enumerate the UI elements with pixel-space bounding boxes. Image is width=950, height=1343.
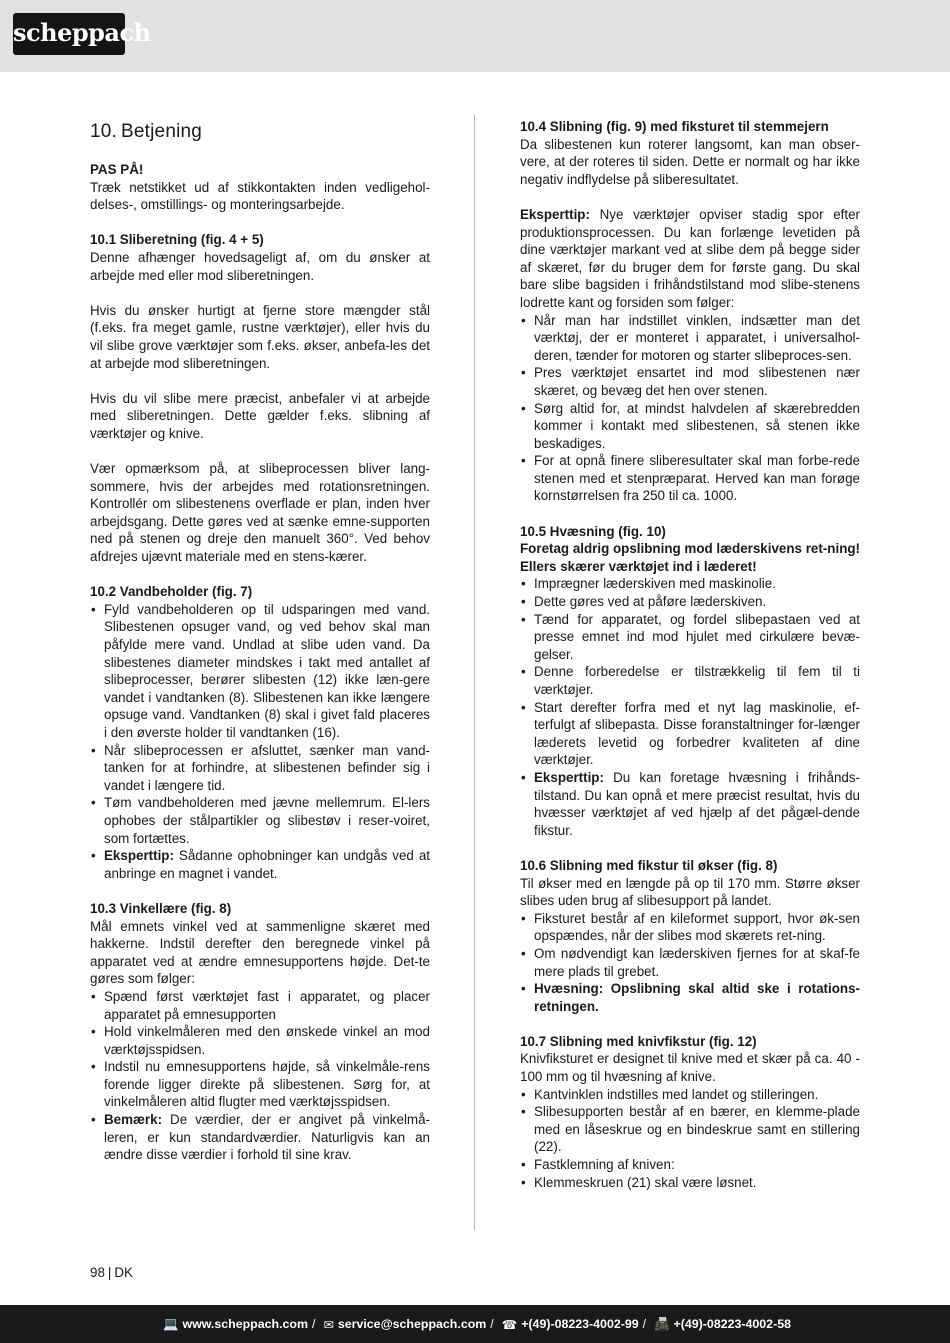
list-item: • Denne forberedelse er tilstrækkelig til fem til ti værktøjer. (520, 663, 860, 698)
tip-text: Du kan foretage hvæsning i frihånds-tilstand. Du kan opnå et mere præcist resultat, hvis du hvæsser værktøjet af ved hjælp af det pågæl-dende fikstur. (534, 769, 860, 838)
list-item (90, 1111, 430, 1164)
paragraph: Hvis du vil slibe mere præcist, anbefaler vi at arbejde med sliberetningen. Dette gælder f.eks. slibning af værktøjer og knive. (90, 390, 430, 441)
list-item: • Hold vinkelmåleren med den ønskede vinkel an mod værktøjsspidsen. (90, 1023, 430, 1058)
footer-separator: / (642, 1317, 647, 1331)
warning-title: PAS PÅ! (90, 162, 144, 177)
footer-separator: / (312, 1317, 316, 1331)
list-item: • Imprægner læderskiven med maskinolie. (520, 575, 860, 593)
bullet-list (520, 312, 860, 506)
section-number: 10. (90, 121, 118, 142)
bullet-list (90, 601, 430, 883)
fax-icon: 📠 (654, 1316, 670, 1331)
bold-item: Hvæsning: Opslibning skal altid ske i rotations-retningen. (534, 981, 860, 1014)
note-text: De værdier, der er angivet på vinkelmå-leren, er kun standardværdier. Naturligvis kan an ændre disse værdier i forhold til sine krav. (104, 1112, 430, 1163)
tip-text: Sådanne ophobninger kan undgås ved at anbringe en magnet i vandet. (104, 848, 430, 881)
bullet-list (520, 1086, 860, 1192)
paragraph: Hvis du ønsker hurtigt at fjerne store mængder stål (f.eks. fra meget gamle, rustne værktøjer), eller hvis du vil slibe grove værktøjer som f.eks. økser, anbefa-les det at arbejde mod sliberetningen. (90, 302, 430, 371)
page-number-value: 98 (90, 1265, 105, 1280)
tip-label: Eksperttip: (534, 769, 604, 785)
heading-10-2: 10.2 Vandbeholder (fig. 7) (90, 584, 253, 600)
list-item: • Kantvinklen indstilles med landet og stilleringen. (520, 1086, 860, 1104)
footer-band (0, 1305, 950, 1343)
email-icon: ✉ (323, 1317, 334, 1332)
tip-label: Eksperttip: (520, 206, 590, 222)
list-item: • Fyld vandbeholderen op til udsparingen med vand. Slibestenen opsuger vand, og ved behov skal man påfylde mere vand. Undlad at slibe uden vand. Da slibestenes diameter mindskes i takt med antallet af slibeprocesser, berører slibesten (12) ikke læn-gere vandet i vandtanken (8). Slibestenen kan ikke længere opsuge vand. Vandtanken (8) skal i givet fald placeres i den øverste holder til vandtanken (16). (90, 601, 430, 742)
tip-label: Eksperttip: (104, 848, 174, 864)
paragraph: Da slibestenen kun roterer langsomt, kan man obser-vere, at der roteres til siden. Dette er normalt og har ikke negativ indflydelse på sliberesultatet. (520, 136, 860, 187)
bullet-list (520, 910, 860, 1016)
page-number (90, 1265, 133, 1280)
list-item: • For at opnå finere sliberesultater skal man forbe-rede stenen med et stenpræparat. Herved kan man forøge kornstørrelsen fra 250 til ca. 1000. (520, 452, 860, 505)
list-item: • Sørg altid for, at mindst halvdelen af skærebredden kommer i kontakt med slibestenen, så stenen ikke beskadiges. (520, 400, 860, 453)
footer-phone: +(49)-08223-4002-99 (521, 1317, 639, 1331)
list-item: • Slibesupporten består af en bærer, en klemme-plade med en låseskrue og en bindeskrue samt en stillering (22). (520, 1103, 860, 1156)
scheppach-logo: scheppach (13, 13, 125, 55)
right-column (520, 118, 860, 1191)
paragraph: Knivfiksturet er designet til knive med et skær på ca. 40 - 100 mm og til hvæsning af knive. (520, 1051, 860, 1085)
paragraph: Til økser med en længde på op til 170 mm. Større økser slibes uden brug af slibesupport på landet. (520, 875, 860, 909)
paragraph (520, 206, 860, 312)
list-item: • Pres værktøjet ensartet ind mod slibestenen nær skæret, og bevæg det hen over stenen. (520, 364, 860, 399)
heading-10-7: 10.7 Slibning med knivfikstur (fig. 12) (520, 1033, 757, 1049)
note-label: Bemærk: (104, 1112, 163, 1128)
list-item: • Fastklemning af kniven: (520, 1156, 860, 1174)
bullet-list (520, 575, 860, 839)
footer-fax: +(49)-08223-4002-58 (673, 1317, 791, 1331)
list-item: • Tænd for apparatet, og fordel slibepastaen ved at presse emnet ind mod hjulet med cirkulære bevæ-gelser. (520, 611, 860, 664)
column-divider (474, 115, 475, 1230)
warning-bold: Foretag aldrig opslibning mod læderskivens ret-ning! Ellers skærer værktøjet ind i læderet! (520, 541, 861, 574)
list-item: • Spænd først værktøjet fast i apparatet, og placer apparatet på emnesupporten (90, 988, 430, 1023)
section-title (90, 121, 430, 143)
list-item: • Fiksturet består af en kileformet support, hvor øk-sen opspændes, når der slibes mod skærets ret-ning. (520, 910, 860, 945)
list-item: • Klemmeskruen (21) skal være løsnet. (520, 1174, 860, 1192)
heading-10-1: 10.1 Sliberetning (fig. 4 + 5) (90, 232, 264, 248)
list-item: • Tøm vandbeholderen med jævne mellemrum. El-lers ophobes der stålpartikler og slibestøv i reser-voiret, som fortættes. (90, 794, 430, 847)
heading-10-6: 10.6 Slibning med fikstur til økser (fig. 8) (520, 857, 778, 873)
left-column (90, 118, 430, 1164)
heading-10-5: 10.5 Hvæsning (fig. 10) (520, 523, 666, 539)
paragraph: Mål emnets vinkel ved at sammenligne skæret med hakkerne. Indstil derefter den beregnede vinkel på apparatet ved at ændre emnesupportens højde. Det-te gøres som følger: (90, 918, 430, 987)
footer-email[interactable]: service@scheppach.com (337, 1317, 487, 1331)
list-item: • Dette gøres ved at påføre læderskiven. (520, 593, 860, 611)
list-item: • Indstil nu emnesupportens højde, så vinkelmåle-rens forende ligger direkte på slibestenen. Sørg for, at vinkelmåleren altid flugter med værktøjsspidsen. (90, 1058, 430, 1111)
warning-text (520, 540, 860, 575)
header-band (0, 0, 950, 72)
warning-text: Træk netstikket ud af stikkontakten inden vedligehol-delses-, omstillings- og monteringsarbejde. (90, 179, 430, 213)
list-item: • Start derefter forfra med et nyt lag maskinolie, ef-terfulgt af slibepasta. Disse foranstaltninger for-længer læderets levetid og forbedrer kvaliteten af dine værktøjer. (520, 699, 860, 769)
page-separator: | (107, 1265, 112, 1280)
section-title-text: Betjening (121, 121, 203, 142)
list-item (520, 980, 860, 1015)
list-item: • Når man har indstillet vinklen, indsætter man det værktøj, der er monteret i apparatet, i universalhol-deren, tænder for motoren og starter slibeproces-sen. (520, 312, 860, 365)
computer-icon: 💻 (163, 1316, 179, 1331)
page-language: DK (114, 1265, 133, 1280)
paragraph: Denne afhænger hovedsageligt af, om du ønsker at arbejde med eller mod sliberetningen. (90, 249, 430, 283)
phone-icon: ☎ (501, 1317, 518, 1332)
list-item (520, 769, 860, 839)
paragraph: Vær opmærksom på, at slibeprocessen bliver lang-sommere, hvis der arbejdes med rotationsretningen. Kontrollér om slibestenens overflade er plan, inden hver arbejdsgang. Dette gøres ved at sænke emne-supporten ned på stenen og dreje den manuelt 360°. Ved behov afdrejes ujævnt materiale med en stens-kærer. (90, 461, 430, 565)
list-item (90, 847, 430, 882)
list-item: • Når slibeprocessen er afsluttet, sænker man vand-tanken for at forhindre, at slibestenen befinder sig i vandet i længere tid. (90, 742, 430, 795)
heading-10-3: 10.3 Vinkellære (fig. 8) (90, 900, 232, 916)
tip-text: Nye værktøjer opviser stadig spor efter produktionsprocessen. Du kan forlænge levetiden på dine værktøjer markant ved at slibe dem på begge sider af skæret, før du bruger dem for første gang. Du skal bare slibe bagsiden i frihåndstilstand mod slibe-stenens lodrette kant og forsiden som følger: (520, 206, 860, 310)
footer-web[interactable]: www.scheppach.com (182, 1317, 308, 1331)
heading-10-4: 10.4 Slibning (fig. 9) med fiksturet til stemmejern (520, 119, 829, 134)
footer-separator: / (490, 1317, 494, 1331)
list-item: • Om nødvendigt kan læderskiven fjernes for at skaf-fe mere plads til grebet. (520, 945, 860, 980)
bullet-list (90, 988, 430, 1164)
